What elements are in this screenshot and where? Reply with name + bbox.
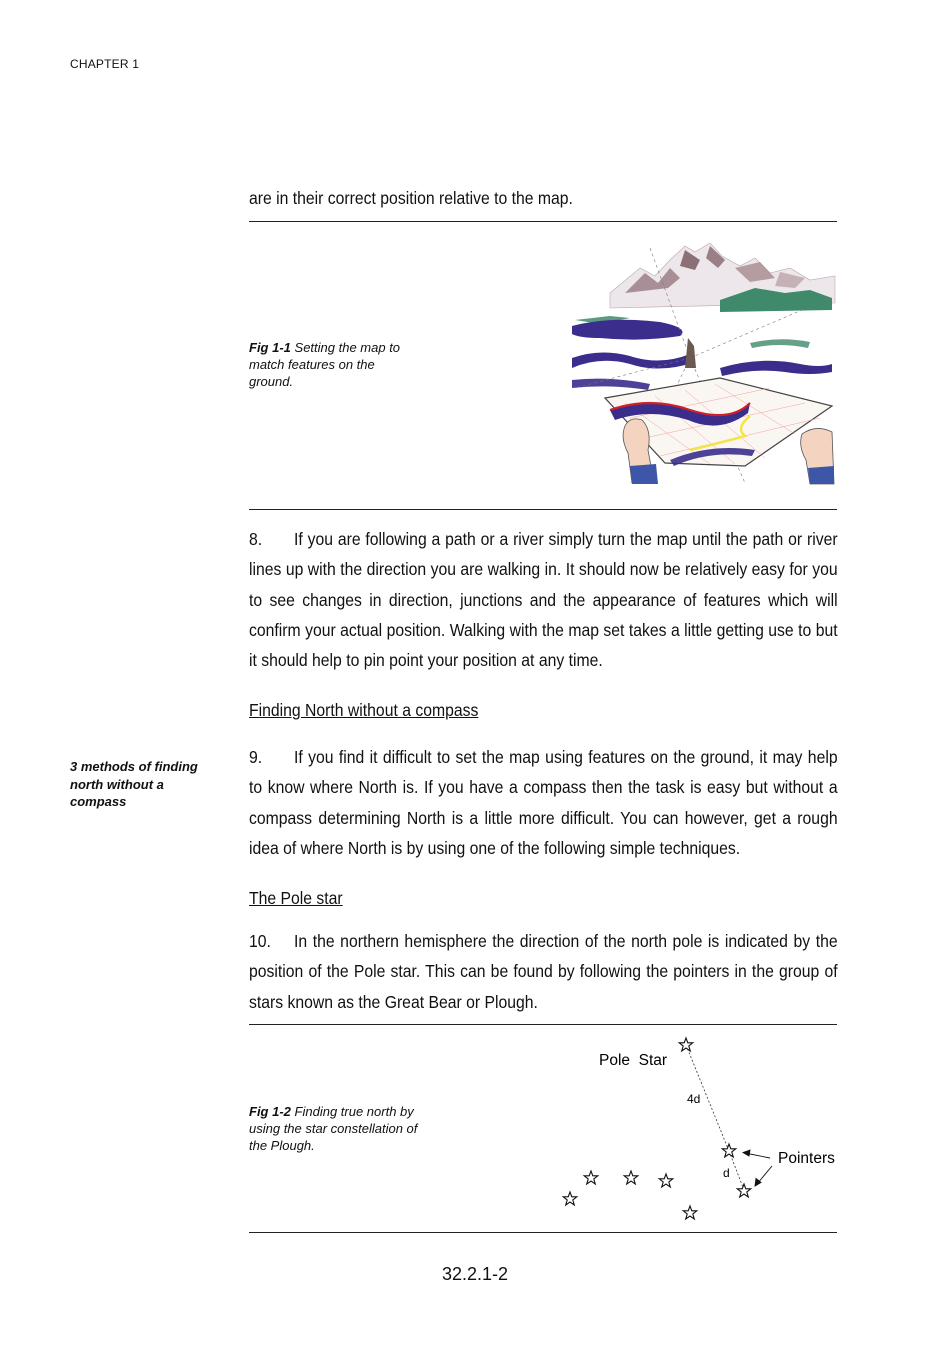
- heading-finding-north: Finding North without a compass: [249, 700, 479, 720]
- paragraph-9-text: If you find it difficult to set the map using features on the ground, it may help to know where North is. If you have a compass then the task is easy but without a compass determining North is a little more difficult. You can however, get a rough idea of where North is by using one of the following simple techniques.: [249, 747, 838, 858]
- plough-star-bowl-1: [659, 1174, 673, 1187]
- pointer-star-lower: [737, 1184, 751, 1197]
- plough-star-handle-end: [563, 1192, 577, 1205]
- paragraph-8-number: 8.: [249, 529, 263, 549]
- pointers-arrows: [743, 1150, 772, 1186]
- paragraph-10-number: 10.: [249, 931, 271, 951]
- plough-star-bowl-2: [683, 1206, 697, 1219]
- fig2-caption-text: Finding true north by using the star constellation of the Plough.: [249, 1104, 418, 1153]
- pointer-star-upper: [722, 1144, 736, 1157]
- rule-top-fig1: [249, 221, 837, 222]
- pole-star: [679, 1038, 693, 1051]
- pointers-label: Pointers: [778, 1150, 835, 1167]
- paragraph-8: [249, 524, 838, 675]
- plough-star-handle-2: [624, 1171, 638, 1184]
- paragraph-9-number: 9.: [249, 747, 263, 767]
- paragraph-10-text: In the northern hemisphere the direction of the north pole is indicated by the position of the Pole star. This can be found by following the pointers in the group of stars known as the Great Bear or Plough.: [249, 931, 838, 1012]
- rule-bottom-fig2: [249, 1232, 837, 1233]
- plough-star-handle-1: [584, 1171, 598, 1184]
- margin-note: 3 methods of finding north without a compass: [70, 759, 198, 809]
- paragraph-8-text: If you are following a path or a river simply turn the map until the path or river lines up with the direction you are walking in. It should now be relatively easy for you to see changes in direction, junctions and the appearance of features which will confirm your actual position. Walking with the map set takes a little getting use to but it should help to pin point your position at any time.: [249, 529, 838, 671]
- fig1-caption: [249, 339, 419, 390]
- fig2-caption: [249, 1103, 421, 1154]
- fig2-label: Fig 1-2: [249, 1104, 291, 1119]
- map-setting-illustration: [570, 238, 838, 488]
- pointer-line-d: [729, 1151, 744, 1190]
- fig1-caption-text: Setting the map to match features on the ground.: [249, 340, 401, 389]
- rule-bottom-fig1: [249, 509, 837, 510]
- pole-star-label: Pole Star: [599, 1052, 668, 1069]
- paragraph-10: [249, 926, 838, 1017]
- rule-top-fig2: [249, 1024, 837, 1025]
- plough-diagram: [555, 1030, 845, 1230]
- chapter-header: CHAPTER 1: [70, 57, 140, 71]
- paragraph-9: [249, 742, 838, 863]
- distance-4d-label: 4d: [687, 1092, 701, 1106]
- distance-d-label: d: [723, 1166, 730, 1180]
- heading-pole-star: The Pole star: [249, 888, 343, 908]
- page-number: 32.2.1-2: [441, 1264, 509, 1284]
- lead-text: are in their correct position relative to the map.: [249, 188, 573, 208]
- fig1-label: Fig 1-1: [249, 340, 291, 355]
